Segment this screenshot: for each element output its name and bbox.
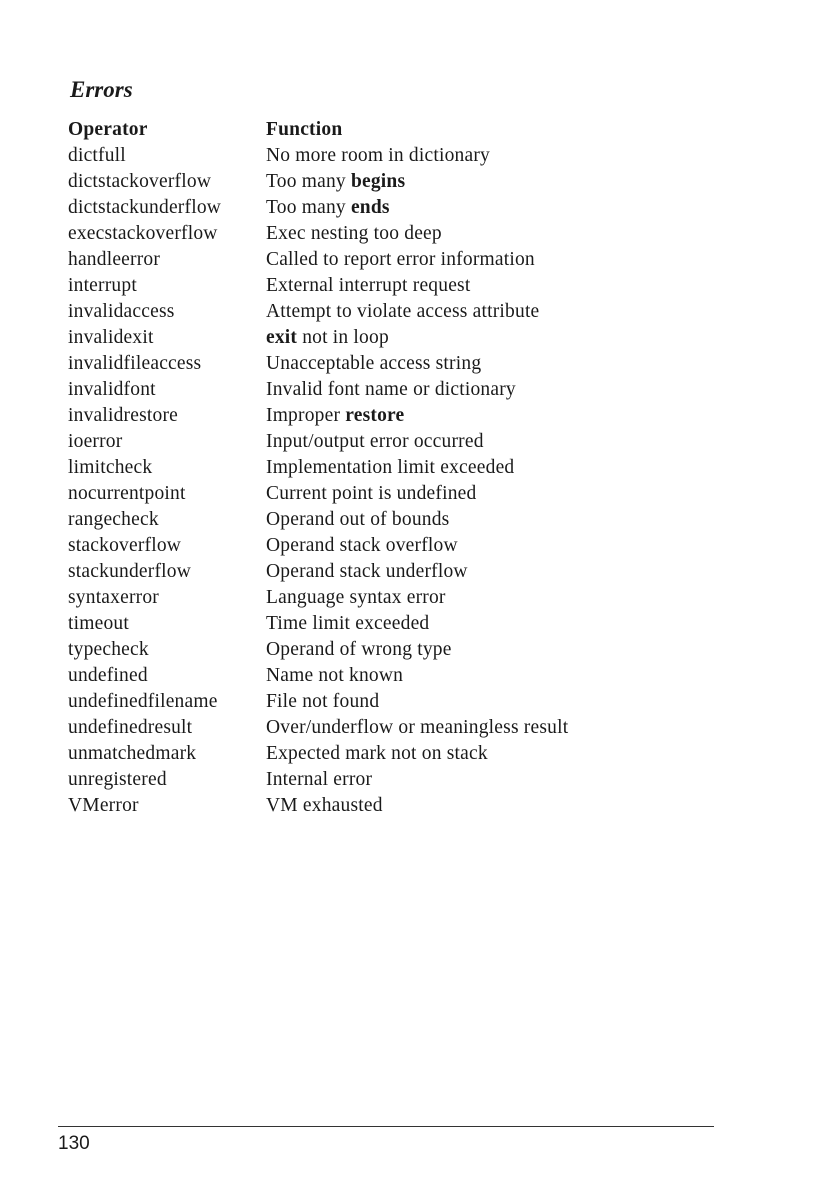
function-cell [266, 507, 568, 533]
table-row [68, 559, 568, 585]
function-text-before: Current point is undefined [266, 483, 477, 504]
table-row [68, 637, 568, 663]
table-row [68, 221, 568, 247]
function-text-bold: exit [266, 327, 298, 348]
function-text-before: Called to report error information [266, 249, 535, 270]
operator-cell: undefinedfilename [68, 691, 218, 712]
operator-cell: dictstackoverflow [68, 171, 212, 192]
function-cell [266, 377, 568, 403]
table-row [68, 481, 568, 507]
operator-cell: rangecheck [68, 509, 159, 530]
function-text-after: not in loop [297, 327, 389, 348]
operator-cell: stackoverflow [68, 535, 182, 556]
operator-cell: invalidexit [68, 327, 154, 348]
operator-cell: invalidaccess [68, 301, 175, 322]
function-text-before: No more room in dictionary [266, 145, 490, 166]
operator-cell: timeout [68, 613, 129, 634]
function-cell [266, 689, 568, 715]
table-row [68, 715, 568, 741]
function-text-before: Operand out of bounds [266, 509, 450, 530]
table-header-row [68, 117, 568, 143]
errors-table-body [68, 143, 568, 819]
table-row [68, 169, 568, 195]
function-cell [266, 299, 568, 325]
function-cell [266, 169, 568, 195]
operator-cell: invalidfont [68, 379, 156, 400]
function-text-before: Operand of wrong type [266, 639, 452, 660]
function-cell [266, 195, 568, 221]
operator-cell: interrupt [68, 275, 137, 296]
function-cell [266, 455, 568, 481]
operator-cell: unregistered [68, 769, 167, 790]
operator-cell: typecheck [68, 639, 149, 660]
operator-cell: dictfull [68, 145, 126, 166]
function-text-before: Exec nesting too deep [266, 223, 442, 244]
function-cell [266, 715, 568, 741]
function-text-before: Expected mark not on stack [266, 743, 488, 764]
function-text-bold: restore [345, 405, 405, 426]
table-row [68, 741, 568, 767]
table-row [68, 195, 568, 221]
function-cell [266, 143, 568, 169]
function-text-before: Too many [266, 197, 351, 218]
function-text-bold: begins [350, 171, 406, 192]
operator-cell: stackunderflow [68, 561, 192, 582]
function-cell [266, 637, 568, 663]
function-text-before: Unacceptable access string [266, 353, 482, 374]
function-cell [266, 793, 568, 819]
table-row [68, 533, 568, 559]
table-row [68, 325, 568, 351]
function-cell [266, 611, 568, 637]
operator-cell: nocurrentpoint [68, 483, 186, 504]
function-text-before: External interrupt request [266, 275, 471, 296]
section-title: Errors [70, 77, 133, 102]
operator-cell: VMerror [68, 795, 139, 816]
table-row [68, 611, 568, 637]
page-number: 130 [58, 1133, 90, 1154]
footer-rule [58, 1126, 714, 1127]
function-cell [266, 351, 568, 377]
function-cell [266, 559, 568, 585]
operator-cell: ioerror [68, 431, 123, 452]
function-cell [266, 429, 568, 455]
function-text-before: Operand stack underflow [266, 561, 468, 582]
function-text-before: Name not known [266, 665, 404, 686]
function-cell [266, 247, 568, 273]
operator-cell: dictstackunderflow [68, 197, 222, 218]
table-row [68, 247, 568, 273]
operator-cell: invalidrestore [68, 405, 179, 426]
function-text-before: Internal error [266, 769, 373, 790]
operator-column-header: Operator [68, 119, 148, 140]
table-row [68, 767, 568, 793]
table-row [68, 143, 568, 169]
function-text-before: Attempt to violate access attribute [266, 301, 540, 322]
operator-cell: unmatchedmark [68, 743, 197, 764]
operator-cell: undefined [68, 665, 148, 686]
table-row [68, 507, 568, 533]
operator-cell: syntaxerror [68, 587, 159, 608]
function-text-before: Improper [266, 405, 346, 426]
function-cell [266, 403, 568, 429]
function-text-before: Operand stack overflow [266, 535, 458, 556]
operator-cell: execstackoverflow [68, 223, 218, 244]
function-text-before: Implementation limit exceeded [266, 457, 515, 478]
function-text-before: Time limit exceeded [266, 613, 430, 634]
operator-cell: limitcheck [68, 457, 153, 478]
table-row [68, 663, 568, 689]
function-text-before: Too many [266, 171, 351, 192]
function-cell [266, 663, 568, 689]
function-text-before: Language syntax error [266, 587, 446, 608]
function-column-header: Function [266, 119, 343, 140]
table-row [68, 273, 568, 299]
function-cell [266, 221, 568, 247]
function-text-before: VM exhausted [266, 795, 383, 816]
table-row [68, 455, 568, 481]
function-text-before: Invalid font name or dictionary [266, 379, 516, 400]
operator-cell: handleerror [68, 249, 161, 270]
table-row [68, 351, 568, 377]
function-text-before: Input/output error occurred [266, 431, 484, 452]
table-row [68, 429, 568, 455]
table-row [68, 793, 568, 819]
function-text-before: File not found [266, 691, 380, 712]
table-row [68, 377, 568, 403]
function-cell [266, 741, 568, 767]
function-cell [266, 481, 568, 507]
function-cell [266, 585, 568, 611]
table-row [68, 689, 568, 715]
table-row [68, 403, 568, 429]
function-cell [266, 767, 568, 793]
table-row [68, 299, 568, 325]
errors-table [68, 117, 568, 819]
function-cell [266, 533, 568, 559]
function-cell [266, 325, 568, 351]
table-row [68, 585, 568, 611]
operator-cell: invalidfileaccess [68, 353, 202, 374]
function-text-bold: ends [350, 197, 390, 218]
function-cell [266, 273, 568, 299]
function-text-before: Over/underflow or meaningless result [266, 717, 569, 738]
operator-cell: undefinedresult [68, 717, 193, 738]
